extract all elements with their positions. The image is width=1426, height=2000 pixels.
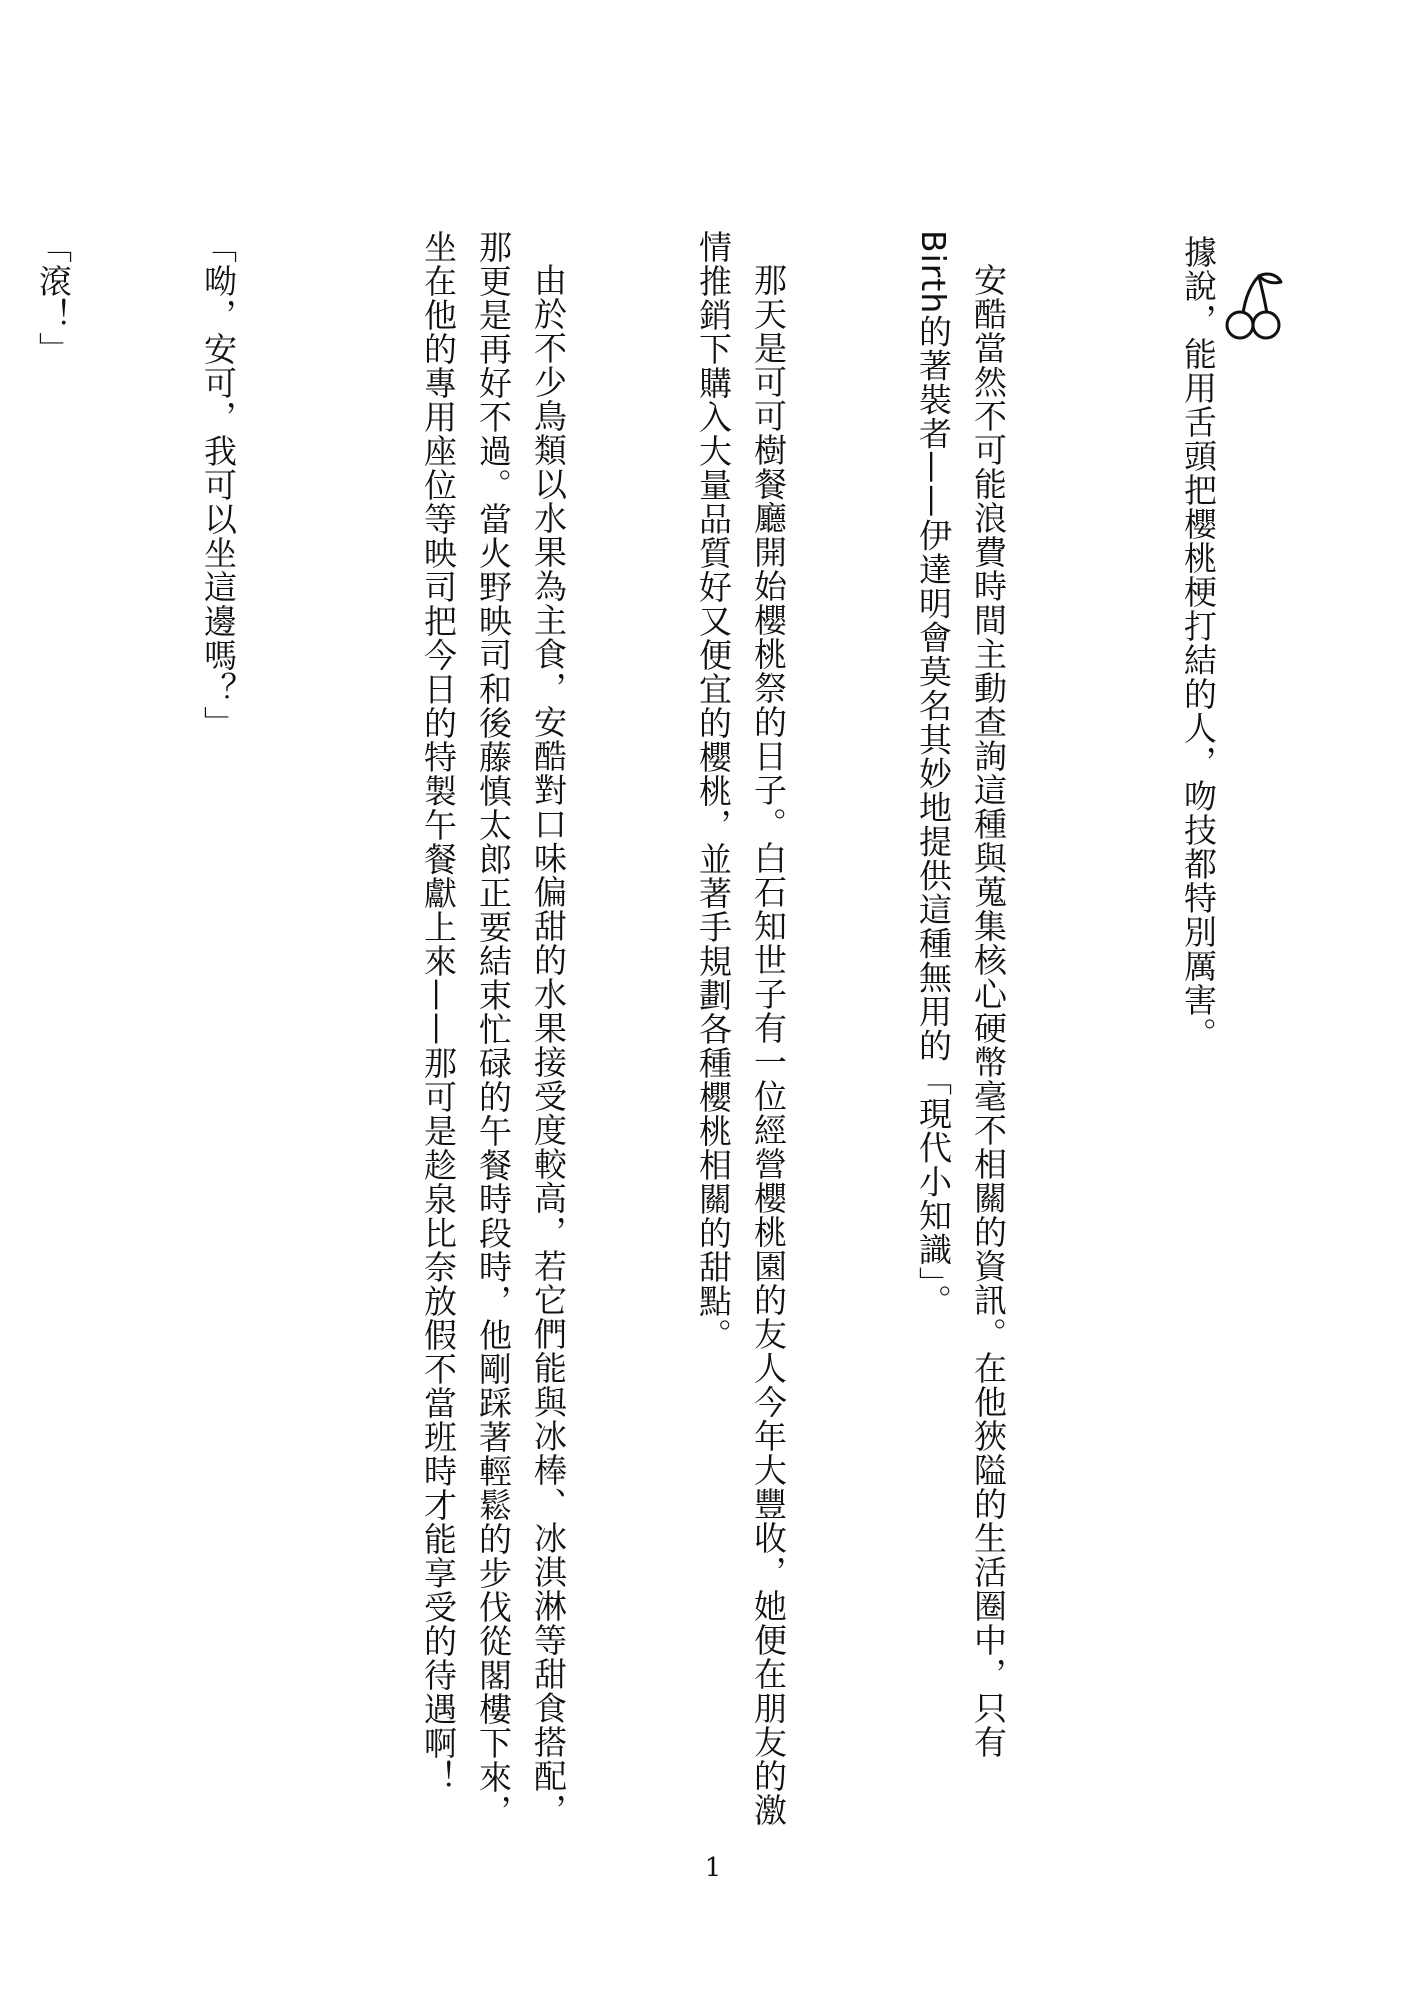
body-text <box>34 230 1126 1830</box>
cherry-icon <box>1221 270 1285 342</box>
paragraph: 由於不少鳥類以水果為主食，安酷對口味偏甜的水果接受度較高，若它們能與冰棒、冰淇淋等甜食搭配，那更是再好不過。當火野映司和後藤慎太郎正要結束忙碌的午餐時段時，他剛踩著輕鬆的步伐從閣樓下來，坐在他的專用座位等映司把今日的特製午餐獻上來——那可是趁泉比奈放假不當班時才能享受的待遇啊！ <box>419 230 568 1828</box>
page-number: 1 <box>704 1853 722 1883</box>
paragraph: 安酷當然不可能浪費時間主動查詢這種與蒐集核心硬幣毫不相關的資訊。在他狹隘的生活圈中，只有Birth的著裝者——伊達明會莫名其妙地提供這種無用的「現代小知識」。 <box>914 230 1008 1759</box>
opening-text: 據說，能用舌頭把櫻桃梗打結的人，吻技都特別厲害。 <box>1179 235 1218 1051</box>
dialogue-line: 「呦，安可，我可以坐這邊嗎？」 <box>199 230 238 740</box>
opening-line <box>1171 235 1226 1835</box>
paragraph: 那天是可可樹餐廳開始櫻桃祭的日子。白石知世子有一位經營櫻桃園的友人今年大豐收，她便在朋友的激情推銷下購入大量品質好又便宜的櫻桃，並著手規劃各種櫻桃相關的甜點。 <box>694 230 788 1827</box>
dialogue-line: 「滾！」 <box>34 230 73 366</box>
